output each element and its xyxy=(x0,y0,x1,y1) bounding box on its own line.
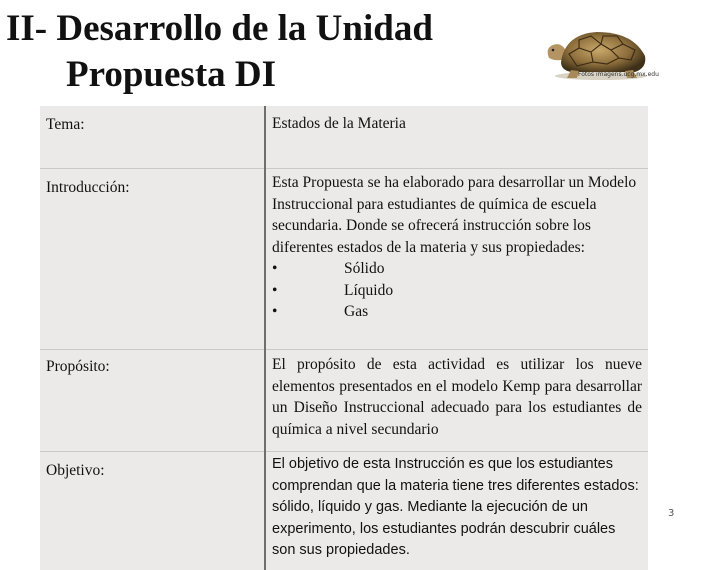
photo-credit: Fotos imagens.ucg.mx.edu xyxy=(578,71,659,78)
table-row-objetivo xyxy=(40,452,648,570)
unit-proposal-table xyxy=(40,106,648,570)
state-gas: Gas xyxy=(344,303,368,320)
bullet-symbol: • xyxy=(272,280,277,302)
introduccion-label: Introducción: xyxy=(40,169,265,350)
tema-label: Tema: xyxy=(40,106,265,169)
title-line-1: II- Desarrollo de la Unidad xyxy=(6,8,433,49)
introduccion-cell xyxy=(265,169,648,350)
state-bullet xyxy=(272,301,642,323)
table-row-proposito xyxy=(40,350,648,452)
slide-title xyxy=(6,6,433,98)
page-number: 3 xyxy=(668,508,674,519)
introduccion-text: Esta Propuesta se ha elaborado para desarrollar un Modelo Instruccional para estudiantes de química de escuela secundaria. Donde se ofrecerá instrucción sobre los diferentes estados de la materia y sus propiedades: xyxy=(272,174,636,256)
state-bullet xyxy=(272,280,642,302)
objetivo-label: Objetivo: xyxy=(40,452,265,570)
table-row-tema xyxy=(40,106,648,169)
table-row-introduccion xyxy=(40,169,648,350)
proposito-label: Propósito: xyxy=(40,350,265,452)
bullet-symbol: • xyxy=(272,258,277,280)
title-line-2: Propuesta DI xyxy=(6,52,433,98)
objetivo-value: El objetivo de esta Instrucción es que los estudiantes comprendan que la materia tiene tres diferentes estados: sólido, líquido y gas. Mediante la ejecución de un experimento, los estudiantes podrán descubrir cuáles son sus propiedades. xyxy=(265,452,648,570)
state-bullet xyxy=(272,258,642,280)
tema-value: Estados de la Materia xyxy=(265,106,648,169)
proposito-value: El propósito de esta actividad es utilizar los nueve elementos presentados en el modelo Kemp para desarrollar un Diseño Instruccional adecuado para los estudiantes de química a nivel secundario xyxy=(265,350,648,452)
state-solid: Sólido xyxy=(344,260,384,277)
state-liquid: Líquido xyxy=(344,282,393,299)
bullet-symbol: • xyxy=(272,301,277,323)
